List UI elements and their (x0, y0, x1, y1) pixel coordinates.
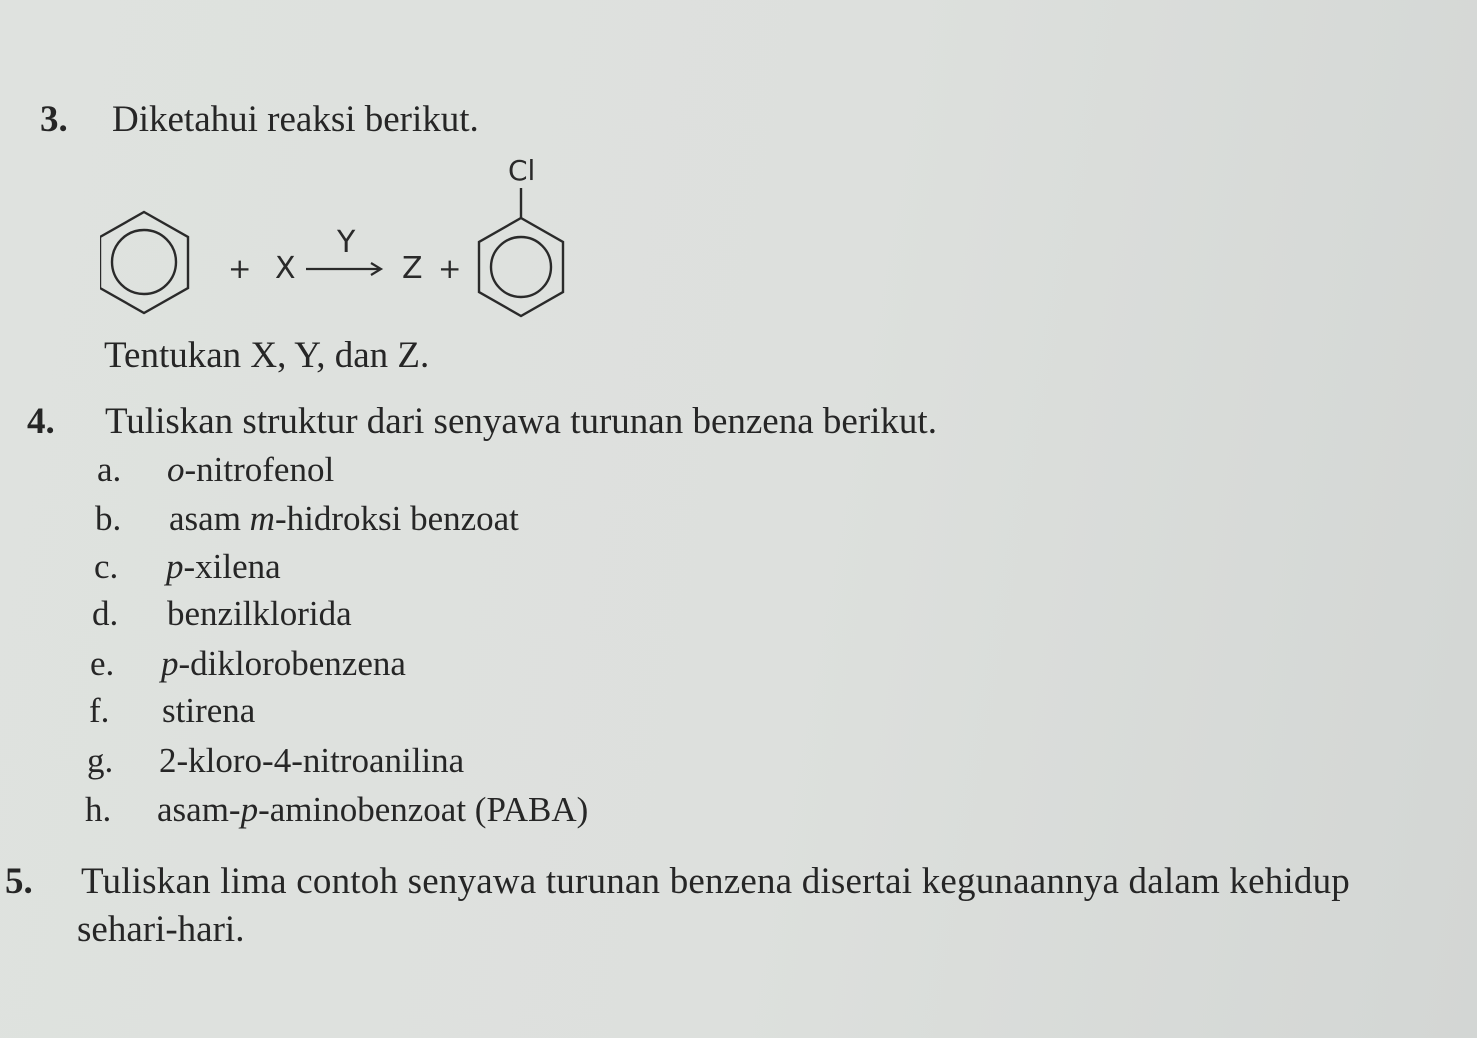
reaction-arrow (306, 263, 381, 275)
item-name (157, 790, 588, 830)
item-name (161, 644, 406, 684)
item-pre: asam- (157, 790, 241, 829)
chlorine-label: Cl (508, 154, 536, 187)
question-text: Tuliskan struktur dari senyawa turunan benzena berikut. (105, 401, 937, 442)
reaction-condition-y: Y (337, 225, 356, 260)
benzene-ring-product (479, 218, 563, 316)
item-prefix: p (161, 644, 179, 683)
item-prefix: p (166, 547, 184, 586)
item-rest: -diklorobenzena (178, 644, 406, 683)
reactant-x: X (275, 251, 296, 286)
item-letter: g. (87, 741, 114, 780)
question-number: 5. (5, 861, 33, 902)
item-rest: 2-kloro-4-nitroanilina (159, 741, 465, 780)
item-letter: b. (95, 499, 122, 538)
item-rest: benzilklorida (167, 594, 352, 633)
product-z: Z (402, 251, 423, 286)
item-rest: -hidroksi benzoat (274, 499, 519, 538)
item-rest: -aminobenzoat (PABA) (258, 790, 589, 829)
item-letter: h. (85, 790, 112, 829)
reaction-scheme (100, 140, 580, 330)
item-name (167, 450, 334, 490)
item-prefix: o (167, 450, 185, 489)
item-rest: stirena (162, 691, 256, 730)
item-rest: -xilena (183, 547, 281, 586)
plus-sign: + (438, 252, 462, 285)
item-prefix: p (240, 790, 259, 829)
item-letter: e. (90, 644, 115, 683)
instruction-text: Tentukan X, Y, dan Z. (104, 335, 430, 376)
item-name (167, 594, 352, 634)
question-text-line-2: sehari-hari. (77, 909, 245, 950)
plus-sign: + (228, 252, 252, 285)
question-number: 3. (40, 99, 68, 140)
question-number: 4. (27, 401, 55, 442)
item-letter: d. (92, 594, 119, 633)
benzene-ring-reactant (100, 212, 188, 313)
item-letter: f. (89, 691, 110, 730)
item-name (159, 741, 464, 781)
item-name (169, 499, 519, 539)
item-name (166, 547, 281, 587)
item-rest: -nitrofenol (184, 450, 335, 489)
item-name (162, 691, 255, 731)
question-3-instruction (104, 334, 429, 377)
question-text-line-1: Tuliskan lima contoh senyawa turunan benzena disertai kegunaannya dalam kehidup (81, 861, 1350, 902)
question-text: Diketahui reaksi berikut. (112, 99, 479, 140)
item-letter: a. (97, 450, 122, 489)
item-prefix: m (249, 499, 275, 538)
item-letter: c. (94, 547, 119, 586)
item-pre: asam (169, 499, 250, 538)
